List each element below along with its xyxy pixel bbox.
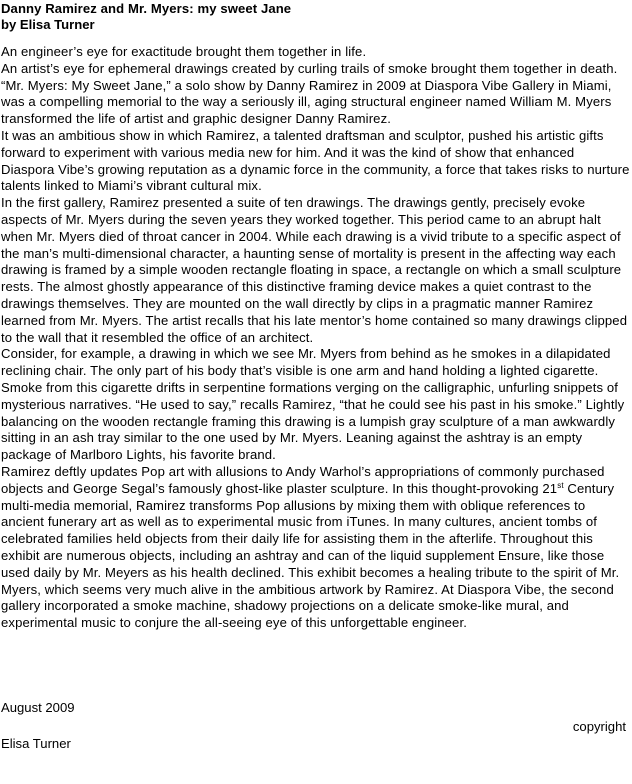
article-date: August 2009 xyxy=(1,700,75,715)
paragraph: An artist’s eye for ephemeral drawings created by curling trails of smoke brought them together in death. xyxy=(1,60,618,76)
copyright-notice: copyright xyxy=(572,719,626,734)
paragraph: In the first gallery, Ramirez presented a suite of ten drawings. The drawings gently, precisely evoke aspects of Mr. Myers during the seven years they worked together. This period came to an abrupt halt when Mr. Myers died of throat cancer in 2004. While each drawing is a vivid tribute to a specific aspect of the man’s multi-dimensional character, a haunting sense of mortality is present in the affecting way each drawing is framed by a simple wooden rectangle floating in space, a rectangle on which a small sculpture rests. The almost ghostly appearance of this distinctive framing device makes a quiet contrast to the drawings themselves. They are mounted on the wall directly by clips in a pragmatic manner Ramirez learned from Mr. Myers. The artist recalls that his late mentor’s home contained so many drawings clipped to the wall that it resembled the office of an architect. xyxy=(1,195,628,345)
author-signature: Elisa Turner xyxy=(1,736,71,751)
paragraph: Consider, for example, a drawing in which we see Mr. Myers from behind as he smokes in a dilapidated reclining chair. The only part of his body that’s visible is one arm and hand holding a lighted cigarette. Smoke from this cigarette drifts in serpentine formations verging on the calligraphic, unfurling snippets of mysterious narratives. “He used to say,” recalls Ramirez, “that he could see his past in his smoke.” Lightly balancing on the wooden rectangle framing this drawing is a lumpish gray sculpture of a man awkwardly sitting in an ash tray similar to the one used by Mr. Myers. Leaning against the ashtray is an empty package of Marlboro Lights, his favorite brand. xyxy=(1,346,625,463)
paragraph: An engineer’s eye for exactitude brought them together in life. xyxy=(1,44,367,59)
article-title: Danny Ramirez and Mr. Myers: my sweet Jane xyxy=(1,1,292,16)
ordinal-superscript: st xyxy=(557,480,564,490)
header xyxy=(1,1,629,33)
paragraph: “Mr. Myers: My Sweet Jane,” a solo show by Danny Ramirez in 2009 at Diaspora Vibe Gallery in Miami, was a compelling memorial to the way a seriously ill, aging structural engineer named William M. Myers transformed the life of artist and graphic designer Danny Ramirez. xyxy=(1,77,612,127)
paragraph-text: Ramirez deftly updates Pop art with allusions to Andy Warhol’s appropriations of commonly purchased objects and George Segal’s famously ghost-like plaster sculpture. In this thought-provoking 21 xyxy=(1,463,605,496)
paragraph-text: Century multi-media memorial, Ramirez transforms Pop allusions by mixing them with oblique references to ancient funerary art as well as to experimental music from iTunes. In many cultures, ancient tombs of celebrated families held objects from their daily life for assisting them in the afterlife. Throughout this exhibit are numerous objects, including an ashtray and can of the liquid supplement Ensure, like those used daily by Mr. Meyers as his health declined. This exhibit becomes a healing tribute to the spirit of Mr. Myers, which seems very much alive in the ambitious artwork by Ramirez. At Diaspora Vibe, the second gallery incorporated a smoke machine, shadowy projections on a delicate smoke-like mural, and experimental music to conjure the all-seeing eye of this unforgettable engineer. xyxy=(1,480,620,631)
article-body xyxy=(1,44,630,632)
paragraph: It was an ambitious show in which Ramirez, a talented draftsman and sculptor, pushed his artistic gifts forward to experiment with various media new for him. And it was the kind of show that enhanced Diaspora Vibe’s growing reputation as a dynamic force in the community, a force that takes risks to nurture talents linked to Miami’s vibrant cultural mix. xyxy=(1,127,630,194)
article-byline: by Elisa Turner xyxy=(1,17,95,32)
paragraph xyxy=(1,464,630,632)
